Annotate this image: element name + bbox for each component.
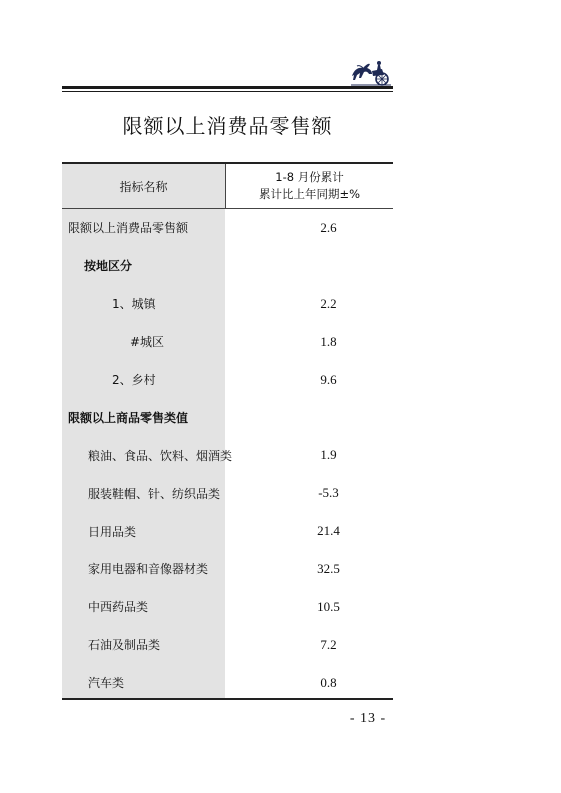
table-body xyxy=(62,209,393,702)
row-value: 9.6 xyxy=(320,371,337,387)
column-header-value-line1: 1-8 月份累计 xyxy=(275,170,344,184)
retail-sales-table xyxy=(62,162,393,700)
row-value: 2.6 xyxy=(320,219,337,235)
row-label: 中西药品类 xyxy=(88,600,149,615)
row-value: 2.2 xyxy=(320,295,337,311)
table-row xyxy=(62,361,393,399)
table-row xyxy=(62,550,393,588)
row-label: 2、乡村 xyxy=(112,373,156,387)
table-row xyxy=(62,664,393,702)
table-bottom-border xyxy=(62,698,393,700)
row-value: 7.2 xyxy=(320,636,337,652)
row-value: 1.8 xyxy=(320,333,337,349)
row-label: 日用品类 xyxy=(88,524,137,539)
row-label: 限额以上消费品零售额 xyxy=(68,221,189,236)
table-row xyxy=(62,512,393,550)
row-value: 32.5 xyxy=(317,560,340,576)
column-header-indicator: 指标名称 xyxy=(62,164,225,208)
row-value: -5.3 xyxy=(318,485,339,501)
row-label: 按地区分 xyxy=(84,259,133,274)
row-label: 汽车类 xyxy=(88,676,125,691)
row-label: 家用电器和音像器材类 xyxy=(88,562,209,577)
table-row xyxy=(62,247,393,285)
table-row xyxy=(62,588,393,626)
header-rule-thick xyxy=(62,86,393,89)
table-row xyxy=(62,436,393,474)
page-number: - 13 - xyxy=(349,711,387,726)
table-row xyxy=(62,398,393,436)
row-label: 粮油、食品、饮料、烟酒类 xyxy=(88,448,233,463)
row-label: 1、城镇 xyxy=(112,297,156,312)
column-header-value-line2: 累计比上年同期±% xyxy=(258,187,361,201)
table-row xyxy=(62,323,393,361)
row-value: 0.8 xyxy=(320,674,337,690)
page-title: 限额以上消费品零售额 xyxy=(122,114,333,138)
header-rule-thin xyxy=(62,91,393,92)
horse-chariot-logo-icon xyxy=(348,56,394,88)
row-value: 10.5 xyxy=(317,598,340,614)
row-label: 限额以上商品零售类值 xyxy=(68,410,189,425)
column-header-value xyxy=(226,164,393,208)
table-row xyxy=(62,474,393,512)
row-label: 石油及制品类 xyxy=(88,638,161,653)
row-label: 服装鞋帽、针、纺织品类 xyxy=(88,486,221,501)
table-row xyxy=(62,209,393,247)
row-value: 21.4 xyxy=(317,523,340,539)
row-label: #城区 xyxy=(130,335,165,350)
table-row xyxy=(62,626,393,664)
row-value: 1.9 xyxy=(320,447,337,463)
table-row xyxy=(62,285,393,323)
